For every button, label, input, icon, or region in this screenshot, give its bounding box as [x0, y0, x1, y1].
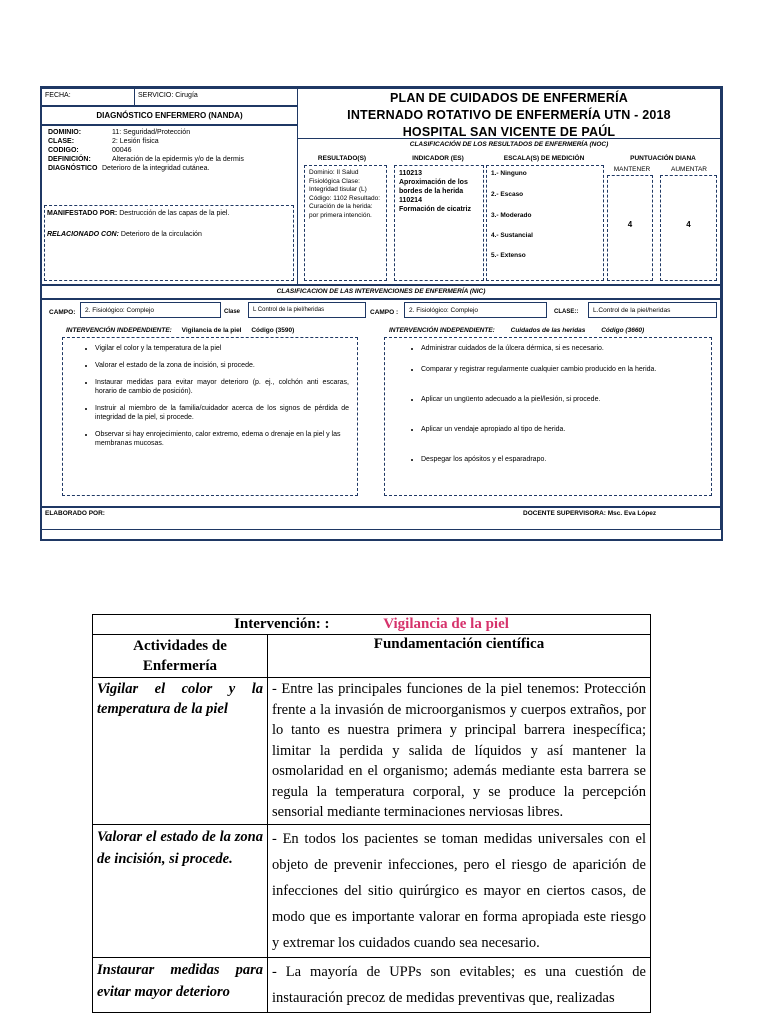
- actividad-cell: Valorar el estado de la zona de incisión, si procede.: [93, 824, 268, 957]
- noc-section-title: CLASIFICACIÓN DE LOS RESULTADOS DE ENFERMERÍA (NOC): [409, 141, 609, 148]
- escala-item: 5.- Extenso: [491, 252, 526, 259]
- nic-right-clase-value: L.Control de la piel/heridas: [593, 307, 671, 314]
- plan-title-line-3: HOSPITAL SAN VICENTE DE PAÚL: [402, 125, 616, 139]
- nic-left-clase-field: [248, 302, 366, 318]
- mantener-value: 4: [627, 220, 633, 229]
- activity-item: • Aplicar un vendaje apropiado al tipo de herida.: [421, 425, 703, 434]
- diagnostico-title: DIAGNÓSTICO ENFERMERO (NANDA): [96, 111, 243, 120]
- fundamento-cell: - La mayoría de UPPs son evitables; es una cuestión de instauración precoz de medidas preventivas que, realizadas: [268, 957, 651, 1012]
- nic-left-campo-label: CAMPO:: [49, 309, 76, 316]
- manifestado-block: [44, 205, 294, 281]
- manifestado-value: Destrucción de las capas de la piel.: [119, 210, 230, 217]
- noc-col-escala: ESCALA(S) DE MEDICIÓN: [503, 155, 585, 162]
- aumentar-cell: [660, 175, 717, 281]
- nic-right-intervention-heading: [389, 326, 644, 335]
- definicion-value: Alteración de la epidermis y/o de la dermis: [112, 156, 244, 163]
- nic-left-clase-value: L Control de la piel/heridas: [253, 307, 325, 313]
- indicador-1-text: Aproximación de los bordes de la herida: [399, 179, 468, 195]
- fecha-label: FECHA:: [45, 92, 71, 99]
- nic-left-activities: [62, 337, 358, 496]
- intervencion-label: Intervención: :: [234, 616, 330, 632]
- codigo-label: CODIGO:: [48, 147, 79, 154]
- fundamento-cell: - En todos los pacientes se toman medidas universales con el objeto de prevenir infecciones, pero el riesgo de aparición de infecciones del sitio quirúrgico es mayor en ciertos casos, de modo que es importante valorar en forma apropiada este riesgo y extremar los cuidados cuando sea necesario.: [268, 824, 651, 957]
- indicador-2-code: 110214: [399, 197, 422, 204]
- nic-left-clase-label: Clase: [224, 309, 241, 315]
- plan-title-line-2: INTERNADO ROTATIVO DE ENFERMERÍA UTN - 2018: [347, 108, 671, 122]
- col-actividades-header: Actividades de Enfermería: [93, 635, 268, 678]
- noc-resultado-text: Dominio: II Salud Fisiológica Clase: Integridad tisular (L) Código: 1102 Resultado: Curación de la herida: por primera intención.: [309, 169, 381, 219]
- activity-item: • Comparar y registrar regularmente cualquier cambio producido en la herida.: [421, 365, 703, 374]
- nic-right-interv-code: Código (3660): [601, 327, 645, 334]
- nic-right-clase-field: [588, 302, 717, 318]
- nanda-fields: [48, 128, 293, 173]
- nic-left-interv-label: INTERVENCIÓN INDEPENDIENTE:: [66, 327, 172, 334]
- diagnostico-title-cell: [41, 106, 298, 125]
- activity-item: • Instaurar medidas para evitar mayor deterioro (p. ej., colchón anti escaras, horario de cambio de posición).: [95, 378, 349, 396]
- table-row: [93, 957, 651, 1012]
- plan-title-line-1: PLAN DE CUIDADOS DE ENFERMERÍA: [390, 91, 628, 105]
- relacionado-value: Deterioro de la circulación: [120, 231, 202, 238]
- noc-col-indicador: INDICADOR (ES): [412, 155, 464, 162]
- nic-right-campo-field: [404, 302, 547, 318]
- table-row: [93, 824, 651, 957]
- nic-left-intervention-heading: [66, 326, 294, 335]
- table-row: [93, 678, 651, 825]
- col-fundamentacion-header: Fundamentación científica: [268, 635, 651, 678]
- diagnostico-label: DIAGNÓSTICO: [48, 165, 98, 172]
- activity-item: • Valorar el estado de la zona de incisión, si procede.: [95, 361, 349, 370]
- noc-resultado-cell: [304, 165, 387, 281]
- nic-right-campo-value: 2. Fisiológico: Complejo: [409, 307, 479, 314]
- escala-item: 4.- Sustancial: [491, 232, 533, 239]
- plan-title-block: [297, 88, 721, 139]
- nic-section-title: CLASIFICACION DE LAS INTERVENCIONES DE ENFERMERÍA (NIC): [276, 288, 486, 295]
- relacionado-label: RELACIONADO CON:: [47, 231, 119, 238]
- fundamento-cell: - Entre las principales funciones de la piel tenemos: Protección frente a la invasión de microorganismos y cuerpos extraños, por lo tanto es nuestra primera y principal barrera inespecífica; limitar la perdida y salida de líquidos y así mantener la osmolaridad en el organismo; además mediante esta barrera se regula la temperatura corporal, y se produce la percepción sensorial mediante terminaciones nerviosas libres.: [268, 678, 651, 825]
- activity-item: • Vigilar el color y la temperatura de la piel: [95, 344, 349, 353]
- activity-item: • Despegar los apósitos y el esparadrapo.: [421, 455, 703, 464]
- intervencion-name: Vigilancia de la piel: [383, 616, 509, 632]
- clase-value: 2: Lesión física: [112, 138, 159, 145]
- servicio-cell: [134, 88, 298, 106]
- definicion-label: DEFINICIÓN:: [48, 156, 91, 163]
- dominio-value: 11: Seguridad/Protección: [112, 129, 191, 136]
- indicador-1-code: 110213: [399, 170, 422, 177]
- activity-item: • Aplicar un ungüento adecuado a la piel/lesión, si procede.: [421, 395, 703, 404]
- codigo-value: 00046: [112, 147, 132, 154]
- nic-right-activities: [384, 337, 712, 496]
- fundamentacion-table: [92, 614, 651, 1013]
- nic-right-interv-name: Cuidados de las heridas: [510, 327, 586, 334]
- nic-left-interv-code: Código (3590): [251, 327, 295, 334]
- diagnostico-value: Deterioro de la integridad cutánea.: [102, 165, 210, 172]
- noc-col-mantener: MANTENER: [613, 166, 651, 173]
- noc-escala-cell: [486, 165, 604, 281]
- nic-left-campo-value: 2. Fisiológico: Complejo: [85, 307, 155, 314]
- noc-col-puntuacion: PUNTUACIÓN DIANA: [630, 155, 696, 162]
- aumentar-value: 4: [686, 220, 691, 229]
- dominio-label: DOMINIO:: [48, 129, 82, 136]
- actividad-cell: Vigilar el color y la temperatura de la piel: [93, 678, 268, 825]
- escala-item: 1.- Ninguno: [491, 170, 527, 177]
- docente-label: DOCENTE SUPERVISORA: Msc. Eva López: [523, 510, 657, 517]
- intervencion-header: [93, 615, 651, 635]
- nic-left-interv-name: Vigilancia de la piel: [181, 327, 242, 334]
- nic-left-activity-list: [77, 344, 349, 448]
- mantener-cell: [607, 175, 653, 281]
- escala-item: 3.- Moderado: [491, 212, 532, 219]
- elaborado-label: ELABORADO POR:: [45, 510, 105, 517]
- nic-right-activity-list: [403, 344, 703, 464]
- nic-right-campo-label: CAMPO :: [370, 309, 399, 316]
- actividad-cell: Instaurar medidas para evitar mayor deterioro: [93, 957, 268, 1012]
- clase-label: CLASE:: [48, 138, 75, 145]
- fecha-cell: [41, 88, 135, 106]
- indicador-2-text: Formación de cicatriz: [399, 206, 471, 213]
- nic-left-campo-field: [80, 302, 221, 318]
- activity-item: • Administrar cuidados de la úlcera dérmica, si es necesario.: [421, 344, 703, 353]
- activity-item: • Observar si hay enrojecimiento, calor extremo, edema o drenaje en la piel y las membranas mucosas.: [95, 430, 349, 448]
- noc-col-resultados: RESULTADO(S): [317, 155, 367, 162]
- nic-right-interv-label: INTERVENCIÓN INDEPENDIENTE:: [389, 327, 495, 334]
- escala-item: 2.- Escaso: [491, 191, 524, 198]
- manifestado-label: MANIFESTADO POR:: [47, 210, 118, 217]
- noc-col-aumentar: AUMENTAR: [671, 166, 707, 173]
- activity-item: • Instruir al miembro de la familia/cuidador acerca de los signos de pérdida de integridad de la piel, si procede.: [95, 404, 349, 422]
- noc-indicador-cell: [394, 165, 484, 281]
- nic-right-clase-label: CLASE::: [554, 309, 579, 315]
- servicio-label: SERVICIO: Cirugía: [138, 92, 198, 99]
